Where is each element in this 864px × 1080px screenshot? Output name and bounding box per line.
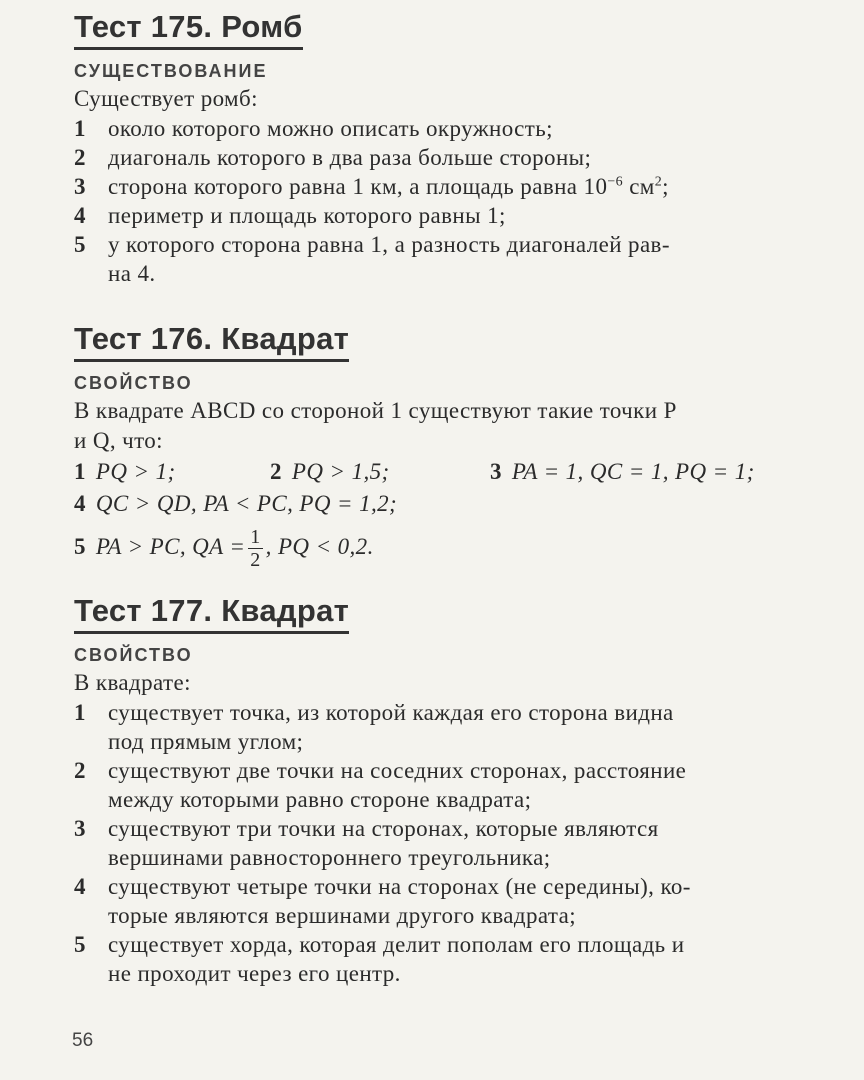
option-text: PQ > 1; [95, 459, 176, 484]
option-text: PQ > 1,5; [291, 459, 390, 484]
item-number: 5 [74, 232, 86, 257]
list-item [74, 114, 834, 143]
item-text: диагональ которого в два раза больше стороны; [108, 145, 592, 170]
item-number: 1 [74, 700, 86, 725]
item-number: 3 [74, 174, 86, 199]
test-175-intro: Существует ромб: [74, 86, 258, 111]
item-number: 5 [74, 534, 86, 559]
option-text: PA = 1, QC = 1, PQ = 1; [511, 459, 755, 484]
option-2 [270, 456, 390, 488]
test-177-section [74, 592, 834, 988]
item-text: сторона которого равна 1 км, а площадь равна 10 [108, 174, 608, 199]
list-item [74, 230, 834, 288]
test-177-intro: В квадрате: [74, 670, 191, 695]
item-text-line: вершинами равностороннего треугольника; [108, 845, 551, 870]
option-1 [74, 456, 176, 488]
option-5 [74, 522, 834, 572]
page-number: 56 [72, 1030, 94, 1051]
test-177-subtitle: СВОЙСТВО [74, 645, 193, 665]
item-text-line: существуют четыре точки на сторонах (не середины), ко- [108, 874, 691, 899]
fraction-denominator: 2 [250, 549, 261, 572]
item-text-line: у которого сторона равна 1, а разность диагоналей рав- [108, 232, 670, 257]
list-item [74, 814, 834, 872]
options-row [74, 456, 834, 488]
option-text: , PQ < 0,2. [265, 534, 374, 559]
item-text: ; [662, 174, 669, 199]
item-number: 2 [74, 758, 86, 783]
item-text-line: между которыми равно стороне квадрата; [108, 787, 532, 812]
item-text-line: не проходит через его центр. [108, 961, 401, 986]
item-number: 5 [74, 932, 86, 957]
item-text-line: существуют три точки на сторонах, которые являются [108, 816, 659, 841]
test-175-subtitle: СУЩЕСТВОВАНИЕ [74, 61, 268, 81]
test-176-title: Тест 176. Квадрат [74, 320, 349, 362]
list-item [74, 143, 834, 172]
item-text-line: под прямым углом; [108, 729, 304, 754]
item-text-line: существует точка, из которой каждая его сторона видна [108, 700, 674, 725]
test-175-items [74, 114, 834, 288]
fraction-numerator: 1 [250, 526, 261, 549]
item-number: 3 [490, 459, 502, 484]
item-text: около которого можно описать окружность; [108, 116, 553, 141]
list-item [74, 201, 834, 230]
item-number: 4 [74, 874, 86, 899]
list-item [74, 698, 834, 756]
item-text: периметр и площадь которого равны 1; [108, 203, 506, 228]
option-3 [490, 456, 755, 488]
item-number: 2 [270, 459, 282, 484]
test-176-intro-line: В квадрате ABCD со стороной 1 существуют такие точки P [74, 398, 677, 423]
item-text: см [623, 174, 655, 199]
item-number: 4 [74, 203, 86, 228]
item-number: 1 [74, 459, 86, 484]
option-text: PA > PC, QA = [95, 534, 246, 559]
fraction [248, 526, 262, 571]
test-175-section [74, 8, 834, 288]
exponent: −6 [607, 174, 624, 190]
item-text-line: существуют две точки на соседних сторонах, расстояние [108, 758, 687, 783]
test-177-title: Тест 177. Квадрат [74, 592, 349, 634]
item-number: 4 [74, 491, 86, 516]
item-text-line: на 4. [108, 261, 156, 286]
test-176-intro-line: и Q, что: [74, 428, 163, 453]
item-text-line: торые являются вершинами другого квадрата; [108, 903, 577, 928]
option-text: QC > QD, PA < PC, PQ = 1,2; [95, 491, 398, 516]
list-item [74, 872, 834, 930]
exponent: 2 [654, 174, 663, 190]
option-4 [74, 488, 834, 520]
test-176-subtitle: СВОЙСТВО [74, 373, 193, 393]
item-number: 1 [74, 116, 86, 141]
list-item [74, 756, 834, 814]
test-177-items [74, 698, 834, 988]
item-text-line: существует хорда, которая делит пополам его площадь и [108, 932, 685, 957]
item-number: 2 [74, 145, 86, 170]
list-item [74, 930, 834, 988]
test-176-section [74, 320, 834, 572]
test-175-title: Тест 175. Ромб [74, 8, 303, 50]
list-item [74, 172, 834, 201]
item-number: 3 [74, 816, 86, 841]
